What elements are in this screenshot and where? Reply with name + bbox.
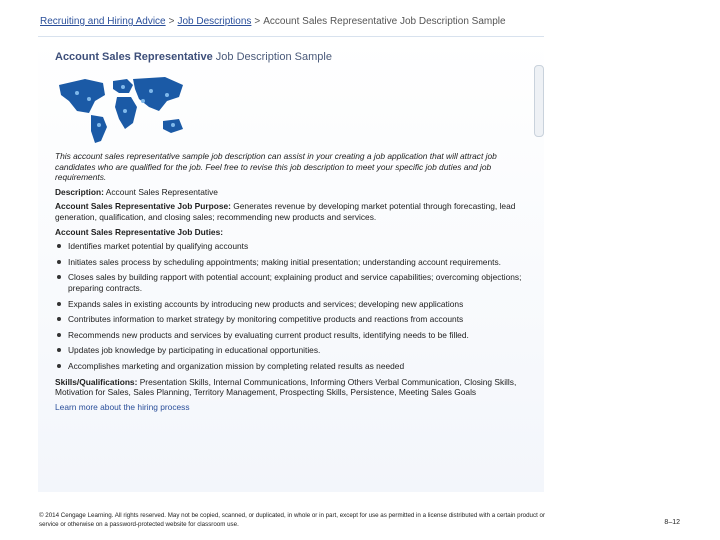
duty-item: Recommends new products and services by evaluating current product results, identifying needs to be filled. [55, 330, 535, 341]
content-panel [38, 36, 544, 492]
description-line [55, 187, 535, 198]
description-value: Account Sales Representative [103, 186, 218, 197]
world-map-image [55, 71, 188, 147]
page-title [55, 51, 332, 63]
duties-heading: Account Sales Representative Job Duties: [55, 226, 224, 237]
breadcrumb-separator: > [168, 16, 175, 27]
breadcrumb-link-job-descriptions[interactable]: Job Descriptions [177, 16, 252, 27]
hiring-process-link[interactable]: Learn more about the hiring process [55, 401, 190, 412]
page-title-bold: Account Sales Representative [55, 51, 213, 63]
purpose-label: Account Sales Representative Job Purpose: [55, 201, 231, 212]
breadcrumb-current: Account Sales Representative Job Description Sample [263, 16, 506, 27]
intro-paragraph: This account sales representative sample job description can assist in your creating a job application that will attract job candidates who are qualified for the job. Feel free to revise this job description to meet your specific job duties and job requirements. [55, 151, 497, 183]
purpose-paragraph [55, 201, 535, 222]
breadcrumb [40, 16, 506, 27]
job-description-content [55, 151, 535, 416]
duty-item: Updates job knowledge by participating in educational opportunities. [55, 345, 535, 356]
duty-item: Closes sales by building rapport with potential account; explaining product and service capabilities; overcoming objections; preparing contracts. [55, 272, 535, 293]
purpose-value: Generates revenue by developing market potential through forecasting, lead generation, qualification, and closing sales; recommending new products and services. [55, 201, 516, 222]
duty-item: Initiates sales process by scheduling appointments; making initial presentation; understanding account requirements. [55, 257, 535, 268]
duty-item: Identifies market potential by qualifying accounts [55, 241, 535, 252]
slide-number: 8–12 [664, 519, 680, 526]
duty-item: Expands sales in existing accounts by introducing new products and services; developing new applications [55, 299, 535, 310]
duty-item: Contributes information to market strategy by monitoring competitive products and reactions from accounts [55, 314, 535, 325]
description-label: Description: [55, 186, 104, 197]
skills-label: Skills/Qualifications: [55, 376, 138, 387]
breadcrumb-separator: > [254, 16, 261, 27]
breadcrumb-link-recruiting[interactable]: Recruiting and Hiring Advice [40, 16, 166, 27]
scrollbar[interactable] [534, 65, 544, 137]
skills-paragraph [55, 377, 535, 398]
duties-list [55, 241, 535, 371]
skills-value: Presentation Skills, Internal Communications, Informing Others Verbal Communication, Closing Skills, Motivation for Sales, Sales Planning, Territory Management, Prospecting Skills, Persistence, Meeting Sales Goals [55, 376, 517, 398]
duty-item: Accomplishes marketing and organization mission by completing related results as needed [55, 361, 535, 372]
copyright-footer: © 2014 Cengage Learning. All rights reserved. May not be copied, scanned, or duplicated, in whole or in part, except for use as permitted in a license distributed with a certain product or service or otherwise on a password-protected website for classroom use. [39, 512, 546, 528]
page-title-rest: Job Description Sample [212, 51, 332, 63]
screenshot-frame [38, 14, 546, 492]
